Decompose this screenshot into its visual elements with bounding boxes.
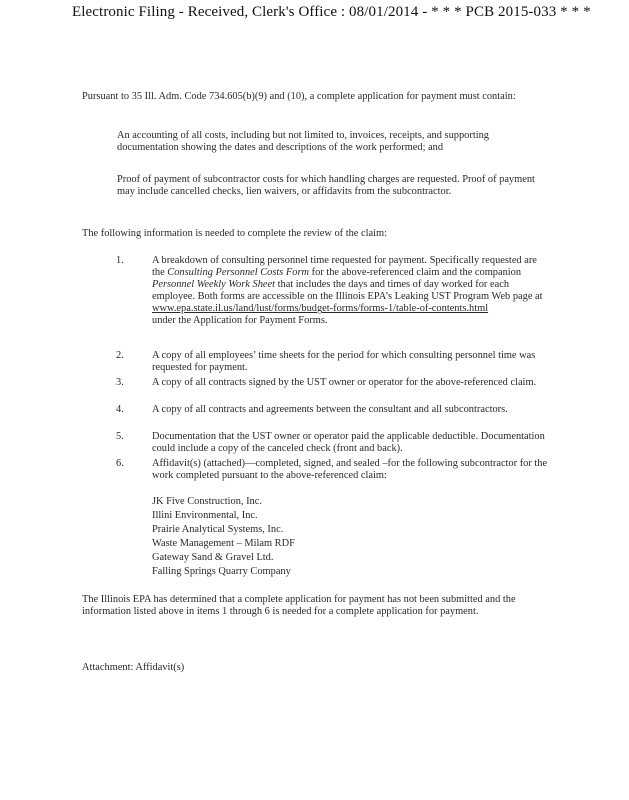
item-number: 1.: [116, 255, 124, 266]
subcontractor-item: Illini Environmental, Inc.: [152, 510, 258, 521]
item-number: 5.: [116, 431, 124, 442]
item-consultant-contracts: A copy of all contracts and agreements between the consultant and all subcontractors.: [152, 404, 508, 415]
subcontractor-item: Falling Springs Quarry Company: [152, 566, 291, 577]
intro-paragraph: Pursuant to 35 Ill. Adm. Code 734.605(b)(9) and (10), a complete application for payment must contain:: [82, 91, 516, 102]
subcontractor-item: Prairie Analytical Systems, Inc.: [152, 524, 284, 535]
info-heading: The following information is needed to complete the review of the claim:: [82, 228, 387, 239]
item-text: that includes the days and times of day worked for each employee. Both forms are accessible on the Illinois EPA’s Leaking UST Program Web page at: [152, 279, 543, 303]
form-name: Consulting Personnel Costs Form: [167, 267, 310, 279]
filing-stamp-header: Electronic Filing - Received, Clerk's Office : 08/01/2014 - * * * PCB 2015-033 * * *: [72, 4, 591, 20]
item-number: 2.: [116, 350, 124, 361]
item-time-sheets: A copy of all employees’ time sheets for the period for which consulting personnel time was requested for payment.: [152, 350, 536, 374]
subcontractor-item: Waste Management – Milam RDF: [152, 538, 295, 549]
item-number: 4.: [116, 404, 124, 415]
item-affidavits: Affidavit(s) (attached)—completed, signed, and sealed –for the following subcontractor for the work completed pursuant to the above-referenced claim:: [152, 458, 548, 482]
requirement-proof-of-payment: Proof of payment of subcontractor costs for which handling charges are requested. Proof of payment may include cancelled checks, lien waivers, or affidavits from the subcontractor.: [117, 174, 535, 198]
item-deductible-documentation: Documentation that the UST owner or operator paid the applicable deductible. Documentation could include a copy of the canceled check (front and back).: [152, 431, 545, 455]
item-owner-contracts: A copy of all contracts signed by the UST owner or operator for the above-referenced claim.: [152, 377, 537, 388]
item-personnel-breakdown: [152, 255, 552, 328]
item-text: for the above-referenced claim and the companion: [309, 267, 522, 279]
item-number: 3.: [116, 377, 124, 388]
conclusion-paragraph: The Illinois EPA has determined that a complete application for payment has not been submitted and the information listed above in items 1 through 6 is needed for a complete application for payment.: [82, 594, 516, 618]
subcontractor-item: JK Five Construction, Inc.: [152, 496, 262, 507]
attachment-note: Attachment: Affidavit(s): [82, 662, 185, 673]
item-text: A breakdown of consulting personnel time requested for payment. Specifically requested are the: [152, 255, 537, 279]
subcontractor-item: Gateway Sand & Gravel Ltd.: [152, 552, 274, 563]
item-text: under the Application for Payment Forms.: [152, 315, 328, 327]
item-number: 6.: [116, 458, 124, 469]
form-name: Personnel Weekly Work Sheet: [152, 279, 276, 291]
forms-url-link[interactable]: www.epa.state.il.us/land/lust/forms/budget-forms/forms-1/table-of-contents.html: [152, 303, 489, 315]
requirement-accounting: An accounting of all costs, including but not limited to, invoices, receipts, and supporting documentation showing the dates and descriptions of the work performed; and: [117, 130, 489, 154]
